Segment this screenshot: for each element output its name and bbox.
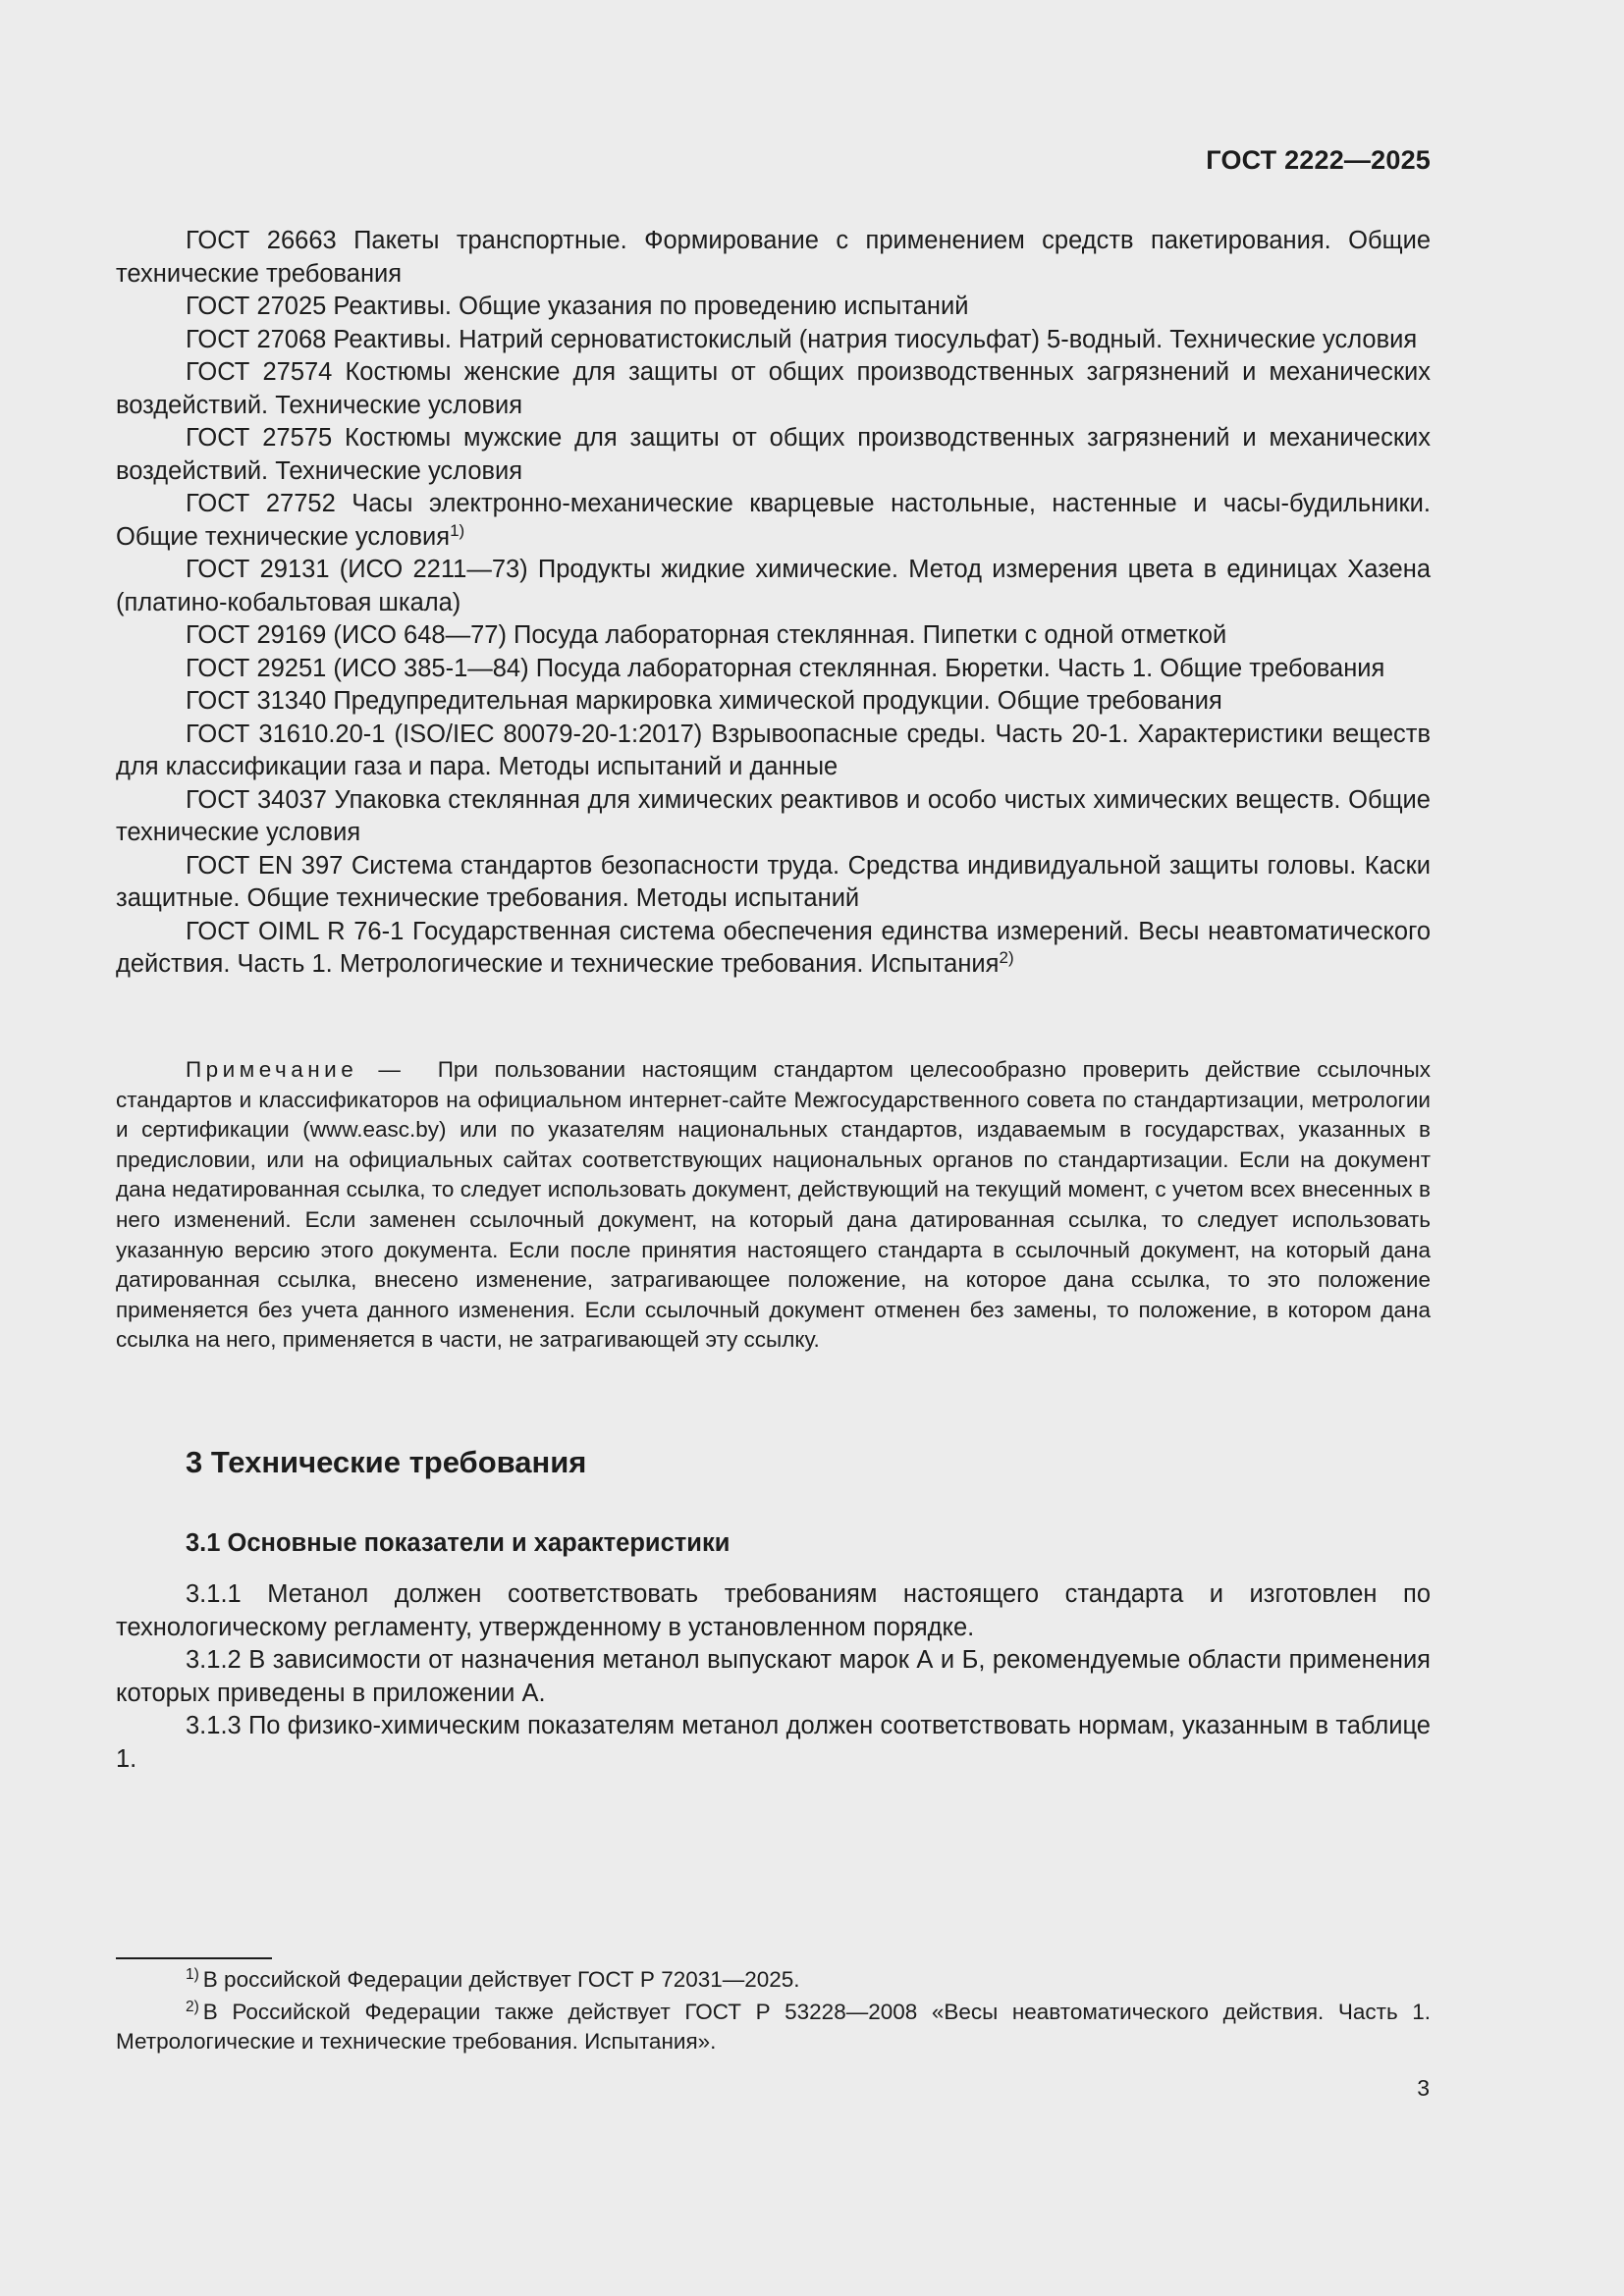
reference-item — [116, 291, 1431, 324]
footnote-marker[interactable]: 2) — [999, 948, 1014, 967]
reference-text: ГОСТ 27752 Часы электронно-механические кварцевые настольные, настенные и часы-будильники. Общие технические условия — [116, 490, 1431, 551]
reference-text: ГОСТ EN 397 Система стандартов безопасности труда. Средства индивидуальной защиты головы. Каски защитные. Общие технические требования. Методы испытаний — [116, 851, 1431, 912]
note-label: Примечание — — [186, 1057, 406, 1082]
reference-text: ГОСТ 31340 Предупредительная маркировка химической продукции. Общие требования — [186, 687, 1222, 715]
reference-text: ГОСТ OIML R 76-1 Государственная система обеспечения единства измерений. Весы неавтоматического действия. Часть 1. Метрологические и технические требования. Испытания — [116, 917, 1431, 978]
reference-text: ГОСТ 29251 (ИСО 385-1—84) Посуда лабораторная стеклянная. Бюретки. Часть 1. Общие требования — [186, 654, 1385, 682]
reference-item — [116, 488, 1431, 554]
reference-item — [116, 653, 1431, 686]
reference-item — [116, 916, 1431, 982]
document-header-code: ГОСТ 2222—2025 — [1206, 145, 1431, 175]
footnote-item — [116, 1998, 1431, 2057]
subsection-title: 3.1 Основные показатели и характеристики — [186, 1529, 731, 1557]
reference-item — [116, 784, 1431, 850]
reference-text: ГОСТ 27025 Реактивы. Общие указания по проведению испытаний — [186, 293, 969, 320]
reference-text: ГОСТ 27574 Костюмы женские для защиты от общих производственных загрязнений и механических воздействий. Технические условия — [116, 358, 1431, 419]
footnotes — [116, 1965, 1431, 2059]
clause-paragraph: 3.1.3 По физико-химическим показателям метанол должен соответствовать нормам, указанным в таблице 1. — [116, 1712, 1431, 1773]
reference-item — [116, 356, 1431, 422]
reference-text: ГОСТ 31610.20-1 (ISO/IEC 80079-20-1:2017) Взрывоопасные среды. Часть 20-1. Характеристики веществ для классификации газа и пара. Методы испытаний и данные — [116, 720, 1431, 780]
footnote-separator — [116, 1957, 272, 1959]
footnote-text: В российской Федерации действует ГОСТ Р 72031—2025. — [202, 1967, 800, 1992]
reference-item — [116, 685, 1431, 719]
reference-item — [116, 554, 1431, 619]
footnote-mark: 2) — [186, 1998, 199, 2015]
reference-text: ГОСТ 27068 Реактивы. Натрий серноватистокислый (натрия тиосульфат) 5-водный. Технические условия — [186, 325, 1418, 353]
section-body — [116, 1578, 1431, 1776]
reference-text: ГОСТ 34037 Упаковка стеклянная для химических реактивов и особо чистых химических веществ. Общие технические условия — [116, 785, 1431, 846]
footnote-item — [116, 1965, 1431, 1996]
normative-references-list — [116, 225, 1431, 982]
footnote-text: В Российской Федерации также действует ГОСТ Р 53228—2008 «Весы неавтоматического действия. Часть 1. Метрологические и технические требования. Испытания». — [116, 1999, 1431, 2055]
page-number: 3 — [1417, 2075, 1430, 2101]
clause-paragraph: 3.1.2 В зависимости от назначения метанол выпускают марок А и Б, рекомендуемые области применения которых приведены в приложении А. — [116, 1646, 1431, 1707]
footnote-mark: 1) — [186, 1966, 199, 1983]
note-paragraph — [116, 1055, 1431, 1356]
reference-item — [116, 422, 1431, 488]
reference-item — [116, 225, 1431, 291]
reference-text: ГОСТ 27575 Костюмы мужские для защиты от общих производственных загрязнений и механических воздействий. Технические условия — [116, 424, 1431, 485]
reference-text: ГОСТ 29131 (ИСО 2211—73) Продукты жидкие химические. Метод измерения цвета в единицах Хазена (платино-кобальтовая шкала) — [116, 556, 1431, 616]
footnote-marker[interactable]: 1) — [450, 520, 465, 540]
clause-paragraph: 3.1.1 Метанол должен соответствовать требованиям настоящего стандарта и изготовлен по технологическому регламенту, утвержденному в установленном порядке. — [116, 1580, 1431, 1641]
section-title: 3 Технические требования — [186, 1445, 587, 1479]
reference-item — [116, 619, 1431, 653]
reference-text: ГОСТ 26663 Пакеты транспортные. Формирование с применением средств пакетирования. Общие технические требования — [116, 227, 1431, 288]
note-text: При пользовании настоящим стандартом целесообразно проверить действие ссылочных стандартов и классификаторов на официальном интернет-сайте Межгосударственного совета по стандартизации, метрологии и сертификации (www.easc.by) или по указателям национальных стандартов, издаваемым в государствах, указанных в предисловии, или на официальных сайтах соответствующих национальных органов по стандартизации. Если на документ дана недатированная ссылка, то следует использовать документ, действующий на текущий момент, с учетом всех внесенных в него изменений. Если заменен ссылочный документ, на который дана датированная ссылка, то следует использовать указанную версию этого документа. Если после принятия настоящего стандарта в ссылочный документ, на который дана датированная ссылка, внесено изменение, затрагивающее положение, на которое дана ссылка, то это положение применяется без учета данного изменения. Если ссылочный документ отменен без замены, то положение, в котором дана ссылка на него, применяется в части, не затрагивающей эту ссылку. — [116, 1057, 1431, 1353]
reference-item — [116, 850, 1431, 916]
reference-item — [116, 324, 1431, 357]
reference-item — [116, 719, 1431, 784]
reference-text: ГОСТ 29169 (ИСО 648—77) Посуда лабораторная стеклянная. Пипетки с одной отметкой — [186, 621, 1227, 649]
